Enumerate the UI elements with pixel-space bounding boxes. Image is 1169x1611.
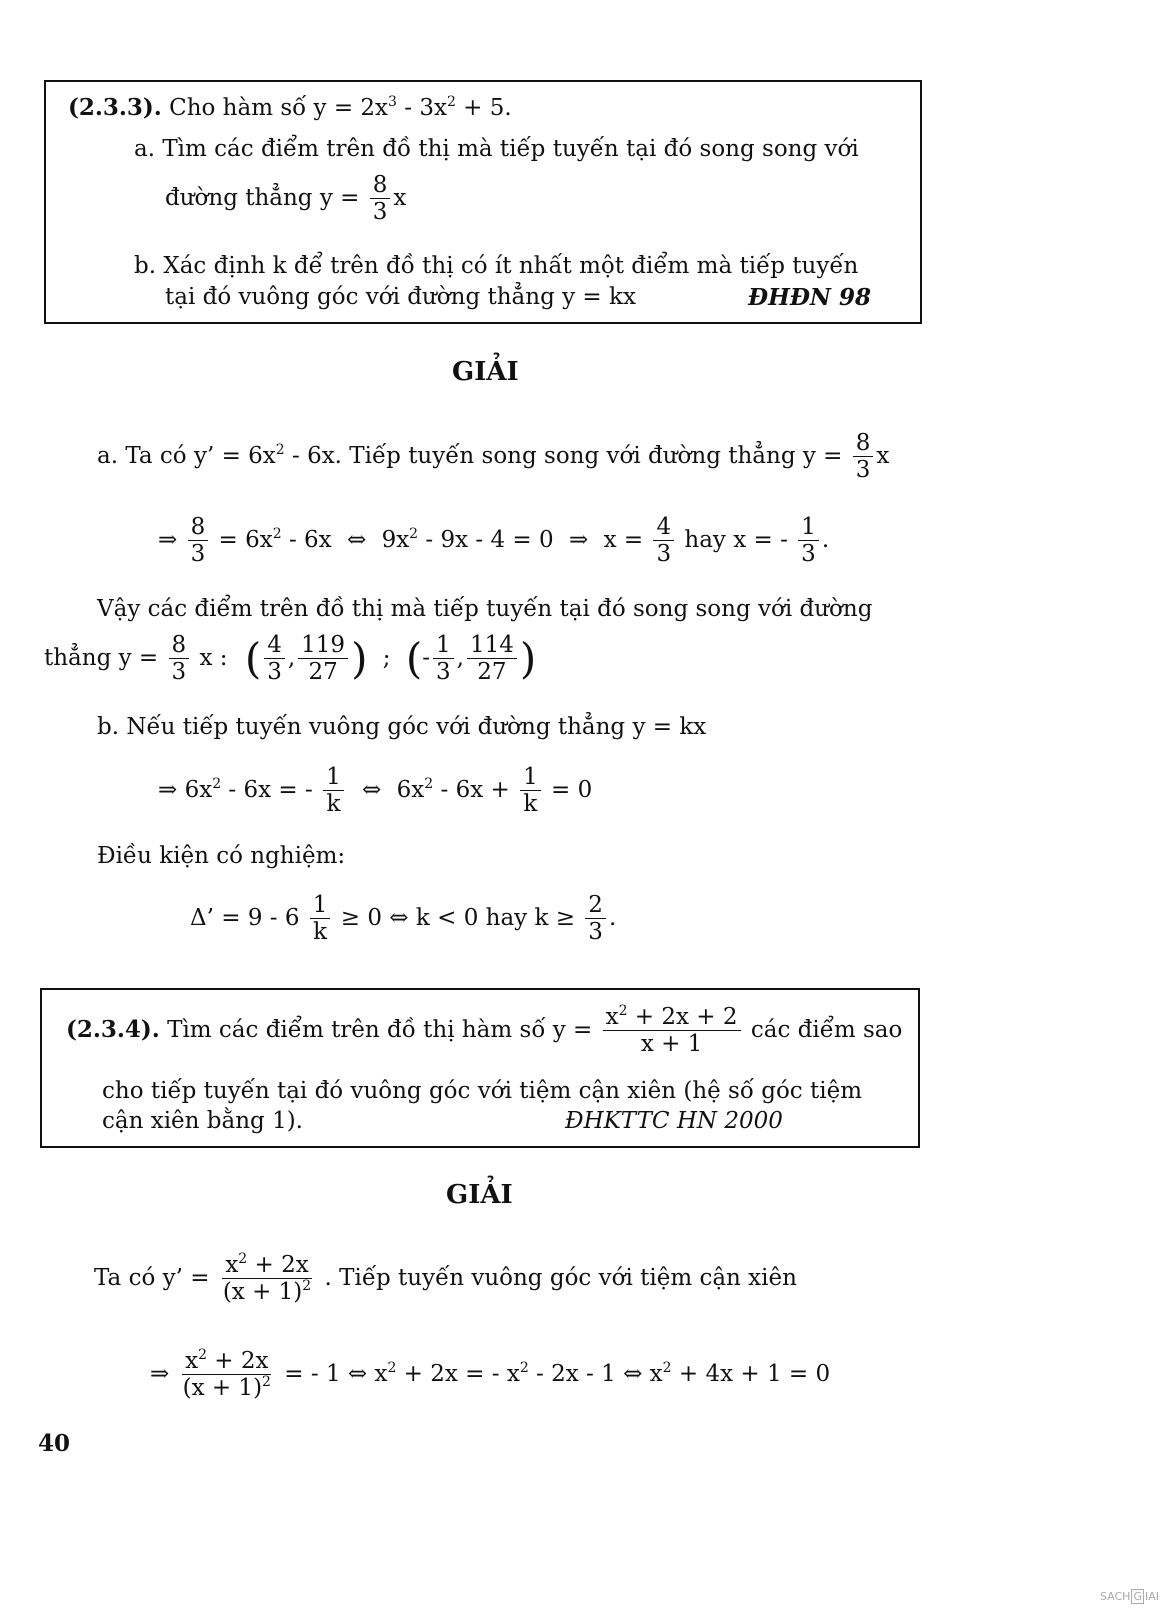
solution-title: GIẢI <box>446 1180 513 1210</box>
fraction: $\frac{8}{3}$ <box>370 172 391 226</box>
source-citation: ĐHĐN 98 <box>748 284 871 311</box>
problem-2-3-4-line-2: cho tiếp tuyến tại đó vuông góc với tiệm cận xiên (hệ số góc tiệm <box>102 1078 863 1104</box>
page-number: 40 <box>38 1430 71 1457</box>
part-b-line-1: b. Xác định k để trên đồ thị có ít nhất một điểm mà tiếp tuyến <box>134 253 859 279</box>
equation-4: ⇒ $\frac{x^2 + 2x}{(x + 1)^2}$ = - 1 ⇔ $x^2 + 2x$ = - $x^2 - 2x - 1$ ⇔ $x^2 + 4x + 1 = 0$ <box>150 1347 831 1402</box>
watermark-logo: SACH G IAI <box>1099 1590 1159 1603</box>
solution-title: GIẢI <box>452 357 519 387</box>
source-citation: ĐHKTTC HN 2000 <box>565 1108 783 1134</box>
problem-2-3-4-line-3: cận xiên bằng 1). <box>102 1108 303 1134</box>
condition-label: Điều kiện có nghiệm: <box>97 843 346 869</box>
point-1: ( $\frac{4}{3}$ , $\frac{119}{27}$ ) <box>244 632 368 686</box>
part-a-line-2: đường thẳng y = $\frac{8}{3}$ x <box>165 172 407 226</box>
solution-234-line-1: Ta có y’ = $\frac{x^2 + 2x}{(x + 1)^2}$ . Tiếp tuyến vuông góc với tiệm cận xiên <box>94 1251 797 1306</box>
conclusion-line-1: Vậy các điểm trên đồ thị mà tiếp tuyến tại đó song song với đường <box>97 596 873 622</box>
conclusion-line-2: thẳng y = $\frac{8}{3}$ x : ( $\frac{4}{3}$ , $\frac{119}{27}$ ) ; (- $\frac{1}{3}$ , $\frac{114}{27}$ ) <box>44 632 537 686</box>
part-b-line-2: tại đó vuông góc với đường thẳng y = kx <box>165 284 636 310</box>
problem-number: (2.3.3). <box>68 94 162 121</box>
problem-2-3-4-line-1: (2.3.4). Tìm các điểm trên đồ thị hàm số y = $\frac{x^2 + 2x + 2}{x + 1}$ các điểm sao <box>66 1003 903 1058</box>
problem-number: (2.3.4). <box>66 1015 160 1043</box>
point-2: (- $\frac{1}{3}$ , $\frac{114}{27}$ ) <box>405 632 537 686</box>
part-a-line-1: a. Tìm các điểm trên đồ thị mà tiếp tuyến tại đó song song với <box>134 136 859 162</box>
equation-2: ⇒ $6x^2 - 6x$ = - $\frac{1}{k}$ ⇔ $6x^2 - 6x$ + $\frac{1}{k}$ = 0 <box>158 764 593 818</box>
equation-1: ⇒ $\frac{8}{3}$ = $6x^2 - 6x$ ⇔ $9x^2 - 9x - 4 = 0$ ⇒ x = $\frac{4}{3}$ hay x = - $\frac{1}{3}$ . <box>158 514 830 568</box>
solution-b-line-1: b. Nếu tiếp tuyến vuông góc với đường thẳng y = kx <box>97 714 707 740</box>
equation-3: Δ’ = 9 - 6 $\frac{1}{k}$ ≥ 0 ⇔ k < 0 hay k ≥ $\frac{2}{3}$ . <box>190 892 617 946</box>
solution-a-line-1: a. Ta có y’ = $6x^2 - 6x$. Tiếp tuyến song song với đường thẳng y = $\frac{8}{3}$ x <box>97 430 890 484</box>
problem-2-3-3-statement: (2.3.3). Cho hàm số $y = 2x^3 - 3x^2 + 5$. <box>68 94 512 121</box>
